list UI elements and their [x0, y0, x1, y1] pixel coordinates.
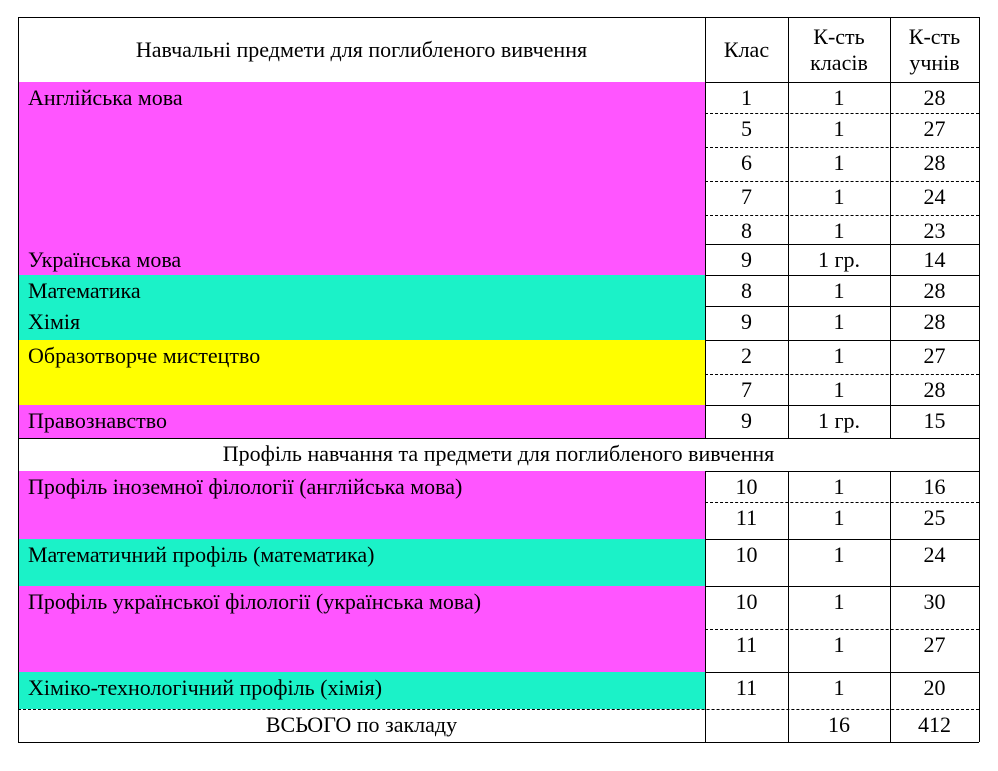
- students-count-cell: 24: [923, 184, 946, 209]
- class-cell: 9: [741, 309, 752, 334]
- classes-count-cell: 1: [833, 589, 845, 614]
- subject-cell: Хімія: [18, 306, 705, 340]
- header-classes-count: [788, 17, 890, 82]
- subject-cell: Образотворче мистецтво: [18, 340, 705, 405]
- classes-count-cell: 1: [833, 184, 845, 209]
- class-cell: 7: [741, 184, 752, 209]
- column-divider: [979, 17, 980, 742]
- students-count-cell: 28: [923, 278, 946, 303]
- students-count-cell: 28: [923, 309, 946, 334]
- classes-count-cell: 1: [833, 343, 845, 368]
- students-count-cell: 20: [923, 675, 946, 700]
- subjects-table: [18, 17, 979, 759]
- classes-count-cell: 1: [833, 675, 845, 700]
- students-count-cell: 15: [923, 408, 946, 433]
- classes-count-cell: 1: [833, 505, 845, 530]
- class-cell: 11: [735, 632, 758, 657]
- header-class-text: Клас: [723, 36, 770, 62]
- section-title: Профіль навчання та предмети для поглибленого вивчення: [222, 441, 775, 466]
- class-cell: 9: [741, 247, 752, 272]
- header-students-count: [890, 17, 979, 82]
- class-cell: 6: [741, 150, 752, 175]
- students-count-cell: 27: [923, 116, 946, 141]
- students-count-cell: 28: [923, 150, 946, 175]
- classes-count-cell: 1: [833, 542, 845, 567]
- total-classes: 16: [828, 712, 850, 737]
- students-count-cell: 23: [923, 218, 946, 243]
- classes-count-cell: 1: [833, 150, 845, 175]
- students-count-cell: 30: [923, 589, 946, 614]
- header-classes-count-text: К-сть класів: [810, 24, 868, 75]
- classes-count-cell: 1 гр.: [817, 247, 861, 272]
- header-students-count-text: К-сть учнів: [908, 24, 961, 75]
- header-subject: [18, 17, 705, 82]
- subject-cell: Профіль української філології (українська мова): [18, 586, 705, 672]
- class-cell: 8: [741, 278, 752, 303]
- subject-cell: Англійська мова: [18, 82, 705, 244]
- class-cell: 8: [741, 218, 752, 243]
- subject-cell: Хіміко-технологічний профіль (хімія): [18, 672, 705, 709]
- header-subject-text: Навчальні предмети для поглибленого вивчення: [135, 36, 588, 62]
- students-count-cell: 24: [923, 542, 946, 567]
- subject-cell: Українська мова: [18, 244, 705, 275]
- class-cell: 2: [741, 343, 752, 368]
- classes-count-cell: 1: [833, 278, 845, 303]
- subject-cell: Правознавство: [18, 405, 705, 438]
- subject-cell: Математика: [18, 275, 705, 306]
- classes-count-cell: 1: [833, 116, 845, 141]
- subject-cell: Математичний профіль (математика): [18, 539, 705, 586]
- students-count-cell: 28: [923, 85, 946, 110]
- total-label: ВСЬОГО по закладу: [265, 712, 458, 737]
- class-cell: 7: [741, 377, 752, 402]
- students-count-cell: 16: [923, 474, 946, 499]
- class-cell: 9: [741, 408, 752, 433]
- students-count-cell: 27: [923, 343, 946, 368]
- classes-count-cell: 1: [833, 309, 845, 334]
- class-cell: 11: [735, 505, 758, 530]
- total-students: 412: [918, 712, 951, 737]
- class-cell: 5: [741, 116, 752, 141]
- row-divider: [18, 742, 979, 743]
- header-class: [705, 17, 788, 82]
- subject-cell: Профіль іноземної філології (англійська мова): [18, 471, 705, 539]
- class-cell: 1: [741, 85, 752, 110]
- class-cell: 11: [735, 675, 758, 700]
- classes-count-cell: 1: [833, 85, 845, 110]
- class-cell: 10: [735, 589, 758, 614]
- students-count-cell: 25: [923, 505, 946, 530]
- students-count-cell: 27: [923, 632, 946, 657]
- students-count-cell: 28: [923, 377, 946, 402]
- classes-count-cell: 1: [833, 474, 845, 499]
- students-count-cell: 14: [923, 247, 946, 272]
- classes-count-cell: 1 гр.: [817, 408, 861, 433]
- class-cell: 10: [735, 474, 758, 499]
- classes-count-cell: 1: [833, 218, 845, 243]
- class-cell: 10: [735, 542, 758, 567]
- classes-count-cell: 1: [833, 377, 845, 402]
- classes-count-cell: 1: [833, 632, 845, 657]
